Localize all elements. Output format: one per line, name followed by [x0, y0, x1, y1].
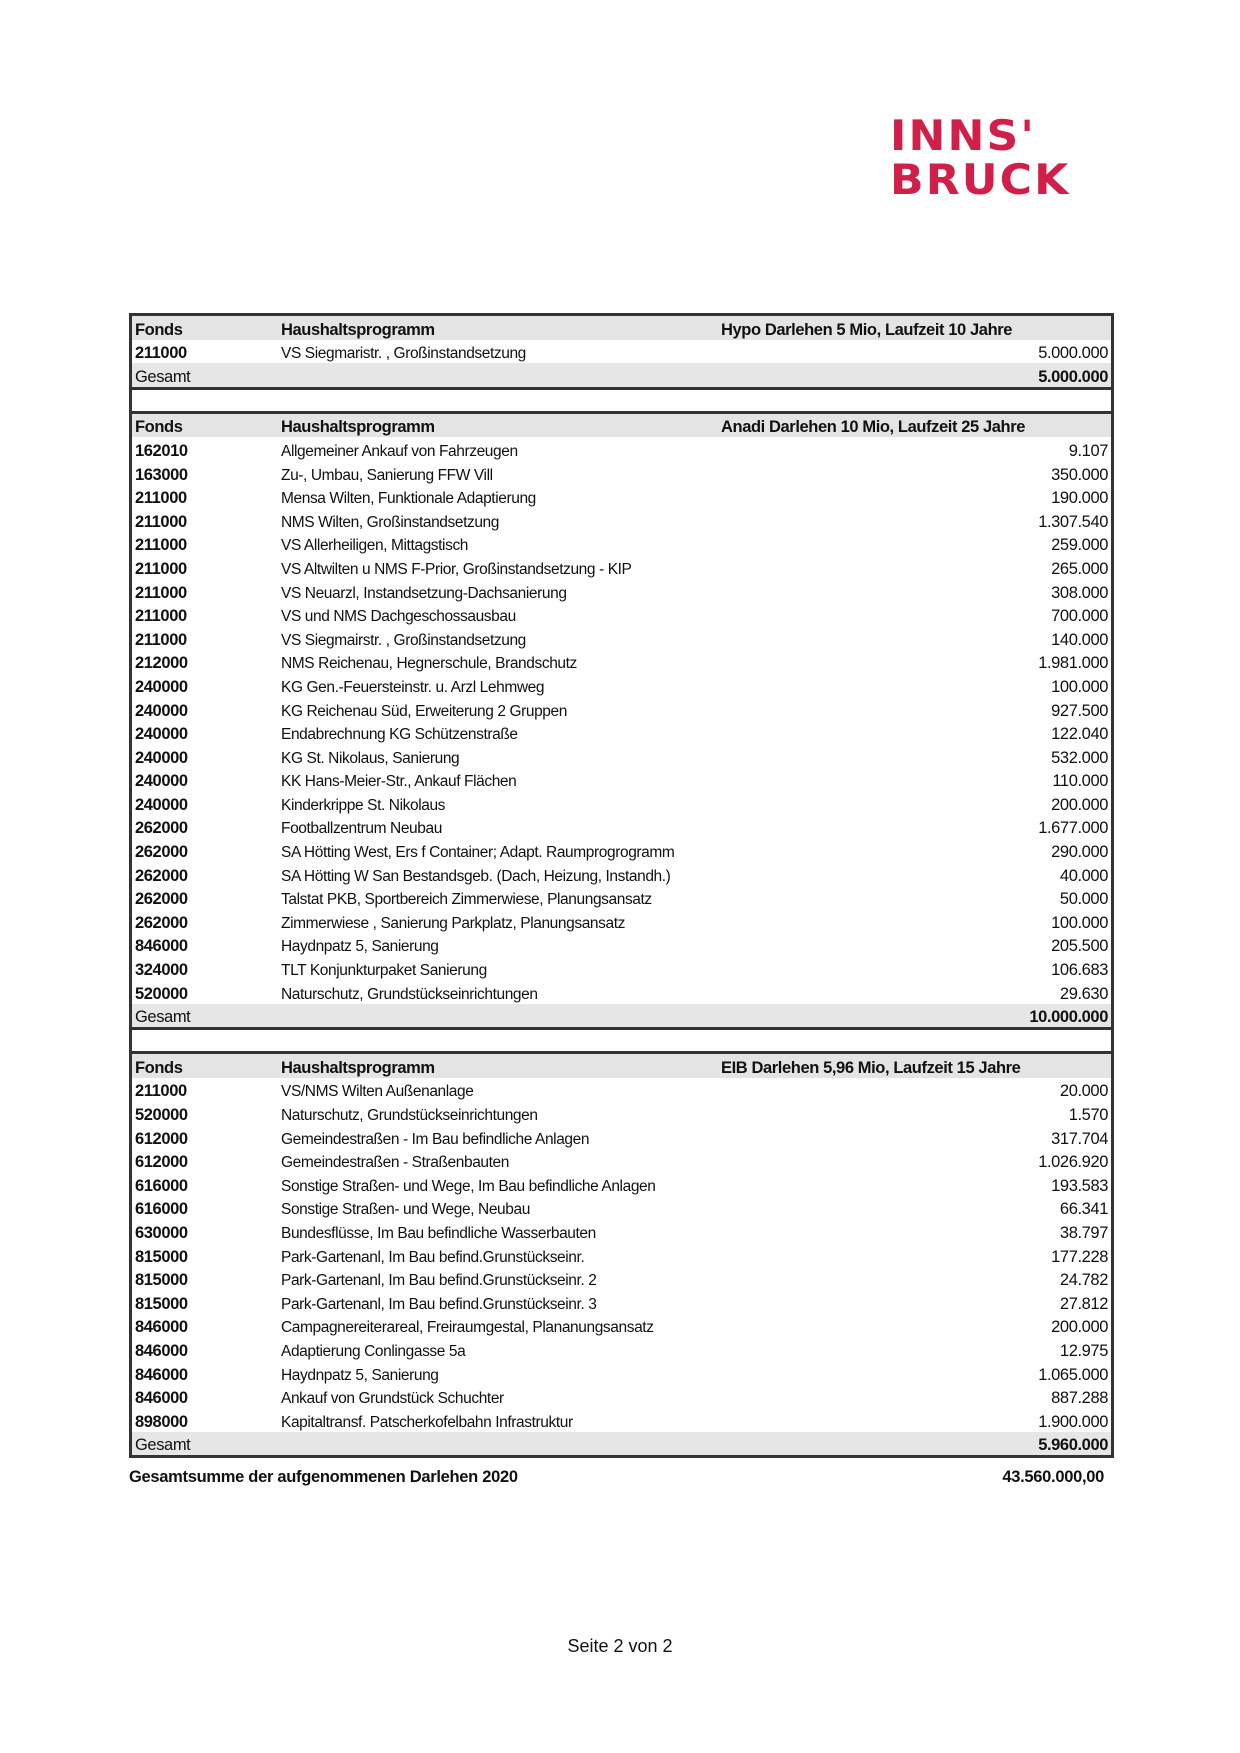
program-cell: Park-Gartenanl, Im Bau befind.Grunstückseinr.: [281, 1248, 585, 1266]
innsbruck-logo: [890, 111, 1071, 204]
program-cell: Footballzentrum Neubau: [281, 820, 442, 838]
table-separator: [132, 387, 1111, 414]
fonds-cell: 815000: [135, 1247, 188, 1266]
table-row: [132, 485, 1111, 509]
program-cell: Gemeindestraßen - Im Bau befindliche Anlagen: [281, 1130, 590, 1148]
amount-cell: 1.307.540: [1038, 512, 1108, 531]
amount-cell: 27.812: [1059, 1294, 1108, 1313]
fonds-cell: 240000: [135, 701, 188, 720]
program-cell: Ankauf von Grundstück Schuchter: [281, 1390, 504, 1408]
total-row: [132, 1004, 1111, 1028]
program-cell: Allgemeiner Ankauf von Fahrzeugen: [281, 442, 518, 460]
table-row: [132, 886, 1111, 910]
total-amount: 10.000.000: [1029, 1008, 1108, 1027]
program-cell: Zimmerwiese , Sanierung Parkplatz, Planungsansatz: [281, 914, 625, 932]
table-row: [132, 862, 1111, 886]
table-separator: [132, 1027, 1111, 1054]
program-cell: Park-Gartenanl, Im Bau befind.Grunstückseinr. 3: [281, 1295, 597, 1313]
program-cell: Campagnereiterareal, Freiraumgestal, Plananungsansatz: [281, 1319, 654, 1337]
fonds-cell: 262000: [135, 843, 188, 862]
amount-cell: 66.341: [1059, 1200, 1108, 1219]
amount-cell: 200.000: [1051, 795, 1108, 814]
fonds-cell: 162010: [135, 441, 188, 460]
fonds-cell: 211000: [135, 559, 187, 578]
amount-cell: 927.500: [1051, 701, 1108, 720]
program-cell: Kinderkrippe St. Nikolaus: [281, 796, 446, 814]
program-cell: VS Siegmaristr. , Großinstandsetzung: [281, 345, 526, 363]
table-row: [132, 1267, 1111, 1291]
fonds-cell: 262000: [135, 819, 188, 838]
amount-cell: 205.500: [1051, 937, 1108, 956]
fonds-cell: 211000: [135, 536, 187, 555]
table-row: [132, 579, 1111, 603]
program-cell: Haydnpatz 5, Sanierung: [281, 1366, 439, 1384]
table-row: [132, 437, 1111, 461]
amount-cell: 350.000: [1051, 465, 1108, 484]
amount-cell: 24.782: [1059, 1271, 1108, 1290]
fonds-cell: 612000: [135, 1153, 188, 1172]
fonds-cell: 211000: [135, 344, 187, 363]
program-cell: Adaptierung Conlingasse 5a: [281, 1342, 466, 1360]
program-cell: SA Hötting West, Ers f Container; Adapt. Raumprogrogramm: [281, 844, 675, 862]
program-cell: Naturschutz, Grundstückseinrichtungen: [281, 1107, 538, 1124]
table-row: [132, 956, 1111, 980]
total-row: [132, 363, 1111, 387]
fonds-cell: 211000: [135, 607, 187, 626]
amount-cell: 122.040: [1051, 725, 1108, 744]
program-cell: VS Allerheiligen, Mittagstisch: [281, 537, 469, 555]
fonds-cell: 612000: [135, 1129, 188, 1148]
amount-cell: 1.981.000: [1038, 654, 1108, 673]
table-header: [132, 1054, 1111, 1078]
grand-total-label: Gesamtsumme der aufgenommenen Darlehen 2020: [129, 1468, 518, 1486]
amount-cell: 5.000.000: [1038, 344, 1108, 363]
total-label: Gesamt: [135, 1436, 191, 1455]
fonds-cell: 262000: [135, 866, 188, 885]
table-row: [132, 815, 1111, 839]
total-label: Gesamt: [135, 367, 191, 386]
amount-cell: 1.065.000: [1038, 1365, 1108, 1384]
fonds-cell: 211000: [135, 630, 187, 649]
table-row: [132, 1149, 1111, 1173]
table-row: [132, 980, 1111, 1004]
program-cell: VS/NMS Wilten Außenanlage: [281, 1083, 474, 1101]
header-loan: EIB Darlehen 5,96 Mio, Laufzeit 15 Jahre: [721, 1058, 1021, 1077]
fonds-cell: 520000: [135, 984, 188, 1003]
header-loan: Anadi Darlehen 10 Mio, Laufzeit 25 Jahre: [721, 418, 1026, 437]
amount-cell: 193.583: [1051, 1176, 1108, 1195]
table-row: [132, 461, 1111, 485]
amount-cell: 190.000: [1051, 489, 1108, 508]
table-row: [132, 909, 1111, 933]
table-row: [132, 532, 1111, 556]
program-cell: VS Altwilten u NMS F-Prior, Großinstandsetzung - KIP: [281, 560, 632, 578]
table-row: [132, 626, 1111, 650]
program-cell: Zu-, Umbau, Sanierung FFW Vill: [281, 466, 493, 484]
table-row: [132, 603, 1111, 627]
program-cell: KG St. Nikolaus, Sanierung: [281, 749, 460, 767]
table-header: [132, 414, 1111, 438]
fonds-cell: 262000: [135, 913, 188, 932]
header-program: Haushaltsprogramm: [281, 1058, 435, 1077]
fonds-cell: 240000: [135, 795, 188, 814]
program-cell: Naturschutz, Grundstückseinrichtungen: [281, 985, 538, 1003]
amount-cell: 317.704: [1051, 1129, 1108, 1148]
header-program: Haushaltsprogramm: [281, 320, 435, 339]
page-number: Seite 2 von 2: [567, 1636, 673, 1656]
table-row: [132, 1314, 1111, 1338]
amount-cell: 887.288: [1051, 1389, 1108, 1408]
program-cell: NMS Reichenau, Hegnerschule, Brandschutz: [281, 655, 577, 673]
total-label: Gesamt: [135, 1008, 191, 1027]
fonds-cell: 898000: [135, 1412, 188, 1431]
program-cell: Haydnpatz 5, Sanierung: [281, 938, 439, 956]
fonds-cell: 846000: [135, 937, 188, 956]
amount-cell: 290.000: [1051, 843, 1108, 862]
total-amount: 5.000.000: [1038, 367, 1108, 386]
table-row: [132, 1219, 1111, 1243]
total-amount: 5.960.000: [1038, 1436, 1108, 1455]
table-row: [132, 838, 1111, 862]
amount-cell: 12.975: [1059, 1341, 1108, 1360]
amount-cell: 532.000: [1051, 748, 1108, 767]
amount-cell: 200.000: [1051, 1318, 1108, 1337]
grand-total: [129, 1468, 1104, 1487]
program-cell: KG Reichenau Süd, Erweiterung 2 Gruppen: [281, 702, 567, 720]
logo-line-1: INNS': [890, 111, 1036, 160]
amount-cell: 1.677.000: [1038, 819, 1108, 838]
amount-cell: 1.026.920: [1038, 1153, 1108, 1172]
table-row: [132, 1290, 1111, 1314]
program-cell: Sonstige Straßen- und Wege, Im Bau befindliche Anlagen: [281, 1177, 656, 1195]
table-row: [132, 1243, 1111, 1267]
fonds-cell: 846000: [135, 1341, 188, 1360]
fonds-cell: 211000: [135, 1082, 187, 1101]
program-cell: Bundesflüsse, Im Bau befindliche Wasserbauten: [281, 1224, 596, 1242]
table-row: [132, 1337, 1111, 1361]
table-row: [132, 508, 1111, 532]
program-cell: SA Hötting W San Bestandsgeb. (Dach, Heizung, Instandh.): [281, 867, 671, 885]
amount-cell: 308.000: [1051, 583, 1108, 602]
program-cell: TLT Konjunkturpaket Sanierung: [281, 962, 487, 980]
fonds-cell: 163000: [135, 465, 188, 484]
fonds-cell: 324000: [135, 961, 188, 980]
fonds-cell: 846000: [135, 1389, 188, 1408]
amount-cell: 1.900.000: [1038, 1412, 1108, 1431]
table-header: [132, 316, 1111, 340]
program-cell: VS Siegmairstr. , Großinstandsetzung: [281, 631, 526, 649]
program-cell: KG Gen.-Feuersteinstr. u. Arzl Lehmweg: [281, 678, 545, 696]
table-row: [132, 1172, 1111, 1196]
table-row: [132, 721, 1111, 745]
grand-total-value: 43.560.000,00: [1002, 1468, 1104, 1486]
header-loan: Hypo Darlehen 5 Mio, Laufzeit 10 Jahre: [721, 320, 1013, 339]
logo-line-2: BRUCK: [890, 155, 1071, 204]
table-row: [132, 340, 1111, 364]
header-fonds: Fonds: [135, 1058, 183, 1077]
fonds-cell: 630000: [135, 1223, 188, 1242]
program-cell: Kapitaltransf. Patscherkofelbahn Infrastruktur: [281, 1413, 573, 1431]
amount-cell: 700.000: [1051, 607, 1108, 626]
program-cell: NMS Wilten, Großinstandsetzung: [281, 513, 500, 531]
fonds-cell: 211000: [135, 512, 187, 531]
program-cell: Endabrechnung KG Schützenstraße: [281, 726, 518, 744]
table-row: [132, 1385, 1111, 1409]
fonds-cell: 240000: [135, 677, 188, 696]
amount-cell: 177.228: [1051, 1247, 1108, 1266]
fonds-cell: 846000: [135, 1365, 188, 1384]
fonds-cell: 616000: [135, 1176, 188, 1195]
fonds-cell: 846000: [135, 1318, 188, 1337]
table-row: [132, 933, 1111, 957]
amount-cell: 100.000: [1051, 913, 1108, 932]
table-row: [132, 1196, 1111, 1220]
amount-cell: 265.000: [1051, 559, 1108, 578]
fonds-cell: 211000: [135, 489, 187, 508]
program-cell: VS und NMS Dachgeschossausbau: [281, 608, 516, 626]
table-row: [132, 1408, 1111, 1432]
program-cell: Sonstige Straßen- und Wege, Neubau: [281, 1201, 530, 1219]
program-cell: Park-Gartenanl, Im Bau befind.Grunstückseinr. 2: [281, 1272, 597, 1290]
header-fonds: Fonds: [135, 320, 183, 339]
program-cell: Gemeindestraßen - Straßenbauten: [281, 1154, 509, 1172]
fonds-cell: 815000: [135, 1271, 188, 1290]
amount-cell: 110.000: [1052, 772, 1108, 791]
fonds-cell: 616000: [135, 1200, 188, 1219]
amount-cell: 50.000: [1059, 890, 1108, 909]
table-row: [132, 555, 1111, 579]
amount-cell: 38.797: [1059, 1223, 1108, 1242]
table-row: [132, 744, 1111, 768]
amount-cell: 40.000: [1059, 866, 1108, 885]
fonds-cell: 211000: [135, 583, 187, 602]
amount-cell: 20.000: [1059, 1082, 1108, 1101]
amount-cell: 259.000: [1051, 536, 1108, 555]
program-cell: Mensa Wilten, Funktionale Adaptierung: [281, 490, 536, 508]
amount-cell: 100.000: [1051, 677, 1108, 696]
header-fonds: Fonds: [135, 418, 183, 437]
total-row: [132, 1432, 1111, 1456]
header-program: Haushaltsprogramm: [281, 418, 435, 437]
fonds-cell: 212000: [135, 654, 188, 673]
table-row: [132, 673, 1111, 697]
amount-cell: 140.000: [1051, 630, 1108, 649]
table-row: [132, 791, 1111, 815]
table-row: [132, 1125, 1111, 1149]
fonds-cell: 240000: [135, 748, 188, 767]
amount-cell: 1.570: [1068, 1106, 1108, 1124]
table-row: [132, 1361, 1111, 1385]
fonds-cell: 240000: [135, 725, 188, 744]
table-row: [132, 1101, 1111, 1125]
program-cell: Talstat PKB, Sportbereich Zimmerwiese, Planungsansatz: [281, 891, 652, 909]
loan-tables: [129, 313, 1114, 1458]
table-row: [132, 768, 1111, 792]
table-row: [132, 697, 1111, 721]
program-cell: KK Hans-Meier-Str., Ankauf Flächen: [281, 773, 517, 791]
fonds-cell: 262000: [135, 890, 188, 909]
amount-cell: 106.683: [1051, 961, 1108, 980]
fonds-cell: 815000: [135, 1294, 188, 1313]
table-row: [132, 1078, 1111, 1102]
fonds-cell: 520000: [135, 1106, 188, 1124]
table-row: [132, 650, 1111, 674]
amount-cell: 9.107: [1068, 441, 1108, 460]
fonds-cell: 240000: [135, 772, 188, 791]
amount-cell: 29.630: [1059, 984, 1108, 1003]
program-cell: VS Neuarzl, Instandsetzung-Dachsanierung: [281, 584, 567, 602]
